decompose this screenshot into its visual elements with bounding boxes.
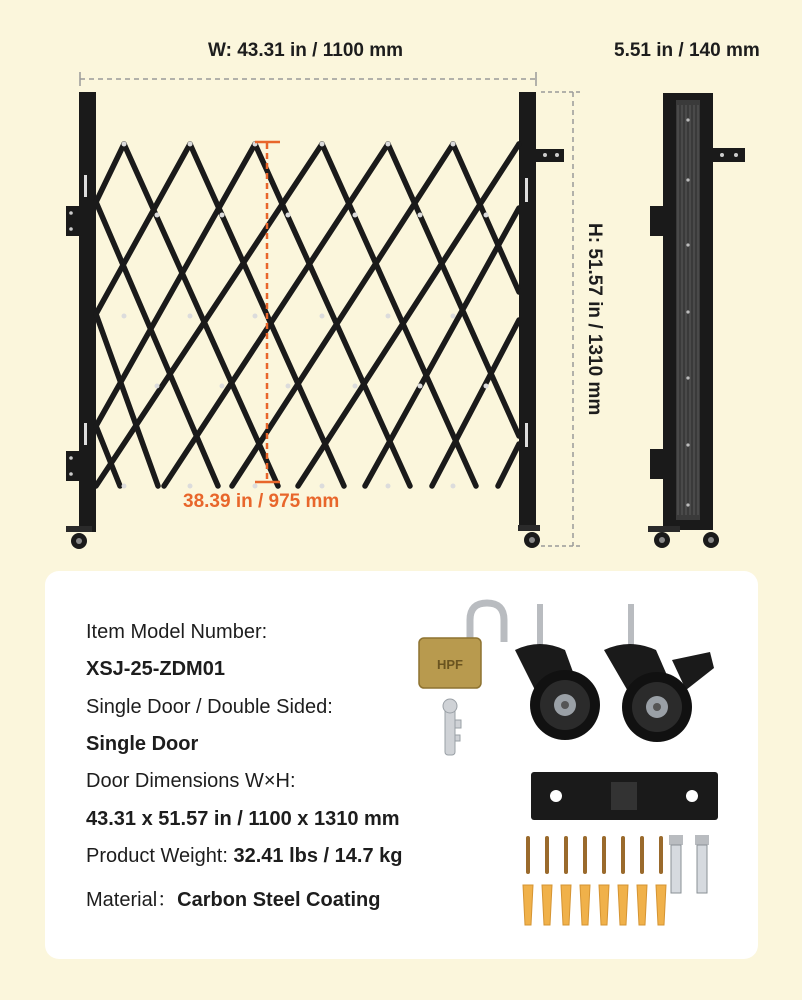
material-label: Material： — [86, 889, 178, 911]
door-type-label: Single Door / Double Sided: — [86, 696, 333, 718]
height-dimension-label: H: 51.57 in / 1310 mm — [584, 223, 605, 416]
material-value: Carbon Steel Coating — [177, 889, 381, 911]
depth-dimension-label: 5.51 in / 140 mm — [614, 40, 760, 61]
weight-value: 32.41 lbs / 14.7 kg — [233, 845, 403, 867]
key-icon — [443, 699, 461, 755]
mounting-plate-icon — [531, 772, 718, 820]
model-label: Item Model Number: — [86, 621, 268, 643]
caster-wheel-icon — [515, 604, 600, 740]
wall-anchor-icon — [523, 885, 666, 925]
dimensions-label: Door Dimensions W×H: — [86, 770, 296, 792]
width-dimension-label: W: 43.31 in / 1100 mm — [208, 40, 404, 61]
door-type-value: Single Door — [86, 733, 199, 755]
padlock-brand: HPF — [437, 657, 463, 672]
padlock-icon — [419, 603, 504, 688]
expansion-bolt-icon — [669, 835, 709, 893]
model-value: XSJ-25-ZDM01 — [86, 658, 225, 680]
screw-icon — [528, 838, 661, 872]
weight-label: Product Weight: — [86, 845, 228, 867]
caster-wheel-brake-icon — [604, 604, 714, 742]
dimensions-value: 43.31 x 51.57 in / 1100 x 1310 mm — [86, 808, 400, 830]
inner-height-dimension-label: 38.39 in / 975 mm — [183, 491, 340, 512]
